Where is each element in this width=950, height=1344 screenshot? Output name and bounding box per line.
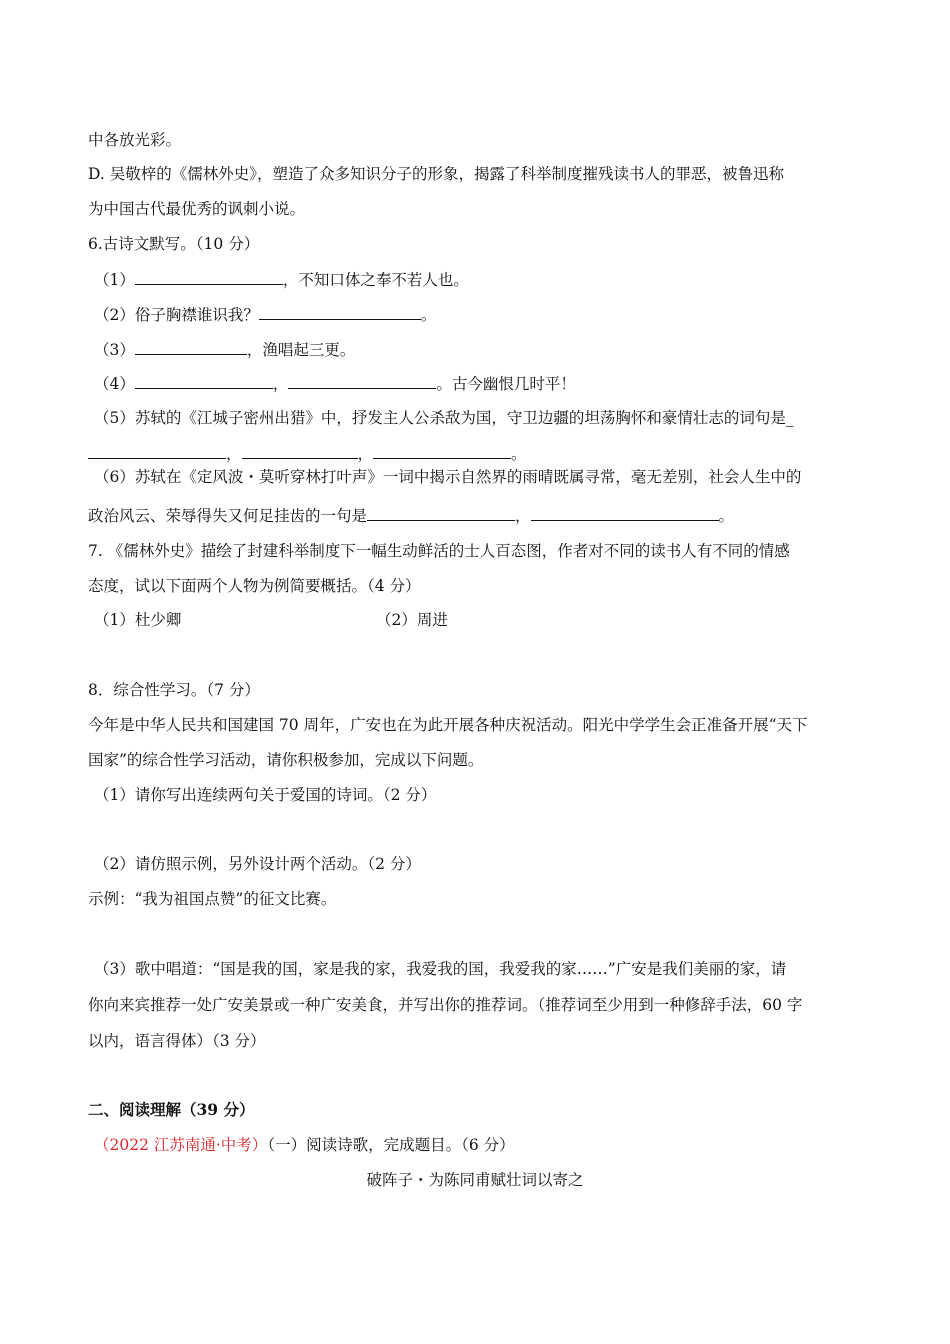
text-line: 态度，试以下面两个人物为例简要概括。（4 分） (88, 577, 421, 595)
answer-blank[interactable] (531, 505, 719, 521)
text-line: 今年是中华人民共和国建国 70 周年，广安也在为此开展各种庆祝活动。阳光中学学生会正准备开展“天下 (88, 716, 808, 734)
answer-blank[interactable] (367, 505, 515, 521)
question-6-title: 6.古诗文默写。（10 分） (88, 235, 260, 253)
punct: ， (272, 375, 289, 393)
text-line: 你向来宾推荐一处广安美景或一种广安美食，并写出你的推荐词。（推荐词至少用到一种修辞手法，60 字 (88, 996, 803, 1014)
reading-1-header (94, 1135, 515, 1155)
source-tag: （2022 江苏南通·中考） (94, 1136, 268, 1154)
punct: 。 (420, 306, 437, 324)
answer-blank[interactable] (135, 269, 283, 285)
punct: ， (226, 445, 242, 463)
prompt-text: 。古今幽恨几时平！ (436, 375, 576, 393)
option-d: D. 吴敬梓的《儒林外史》，塑造了众多知识分子的形象，揭露了科举制度摧残读书人的罪恶，被鲁迅称 (88, 165, 784, 183)
prompt-text: （2）俗子胸襟谁识我？ (94, 306, 259, 324)
answer-blank[interactable] (135, 339, 247, 355)
question-7-item-2: （2）周进 (376, 611, 448, 629)
question-6-1 (94, 269, 469, 290)
item-number: （3） (94, 341, 135, 359)
prompt-text: 政治风云、荣辱得失又何足挂齿的一句是 (88, 507, 368, 525)
section-2-heading: 二、阅读理解（39 分） (88, 1100, 255, 1119)
question-8-2: （2）请仿照示例，另外设计两个活动。（2 分） (94, 855, 421, 873)
question-8-1: （1）请你写出连续两句关于爱国的诗词。（2 分） (94, 786, 437, 804)
text-line: 中各放光彩。 (88, 131, 182, 149)
answer-blank[interactable] (259, 304, 421, 320)
item-number: （1） (94, 271, 135, 289)
punct: ， (357, 445, 374, 463)
question-6-5: （5）苏轼的《江城子密州出猎》中，抒发主人公杀敌为国，守卫边疆的坦荡胸怀和豪情壮志的词句是_ (94, 409, 794, 427)
question-6-4 (94, 373, 576, 394)
answer-blank[interactable] (373, 443, 511, 459)
question-8-title: 8．综合性学习。（7 分） (88, 681, 260, 699)
question-7: 7. 《儒林外史》描绘了封建科举制度下一幅生动鲜活的士人百态图，作者对不同的读书人有不同的情感 (88, 542, 790, 560)
text-line: 为中国古代最优秀的讽刺小说。 (88, 200, 306, 218)
answer-blank[interactable] (135, 373, 273, 389)
answer-blank[interactable] (88, 443, 226, 459)
item-number: （4） (94, 375, 135, 393)
question-7-item-1: （1）杜少卿 (94, 611, 182, 629)
question-6-2 (94, 304, 436, 325)
question-6-6: （6）苏轼在《定风波・莫听穿林打叶声》一词中揭示自然界的雨晴既属寻常，毫无差别，社会人生中的 (94, 468, 802, 486)
text-line: 国家”的综合性学习活动，请你积极参加，完成以下问题。 (88, 751, 484, 769)
example-text: 示例：“我为祖国点赞”的征文比赛。 (88, 890, 337, 908)
question-6-5-blanks (88, 443, 527, 464)
question-6-6-blanks (88, 505, 734, 526)
prompt-text: ，渔唱起三更。 (246, 341, 356, 359)
answer-blank[interactable] (288, 373, 436, 389)
answer-blank[interactable] (242, 443, 358, 459)
text-line: 以内，语言得体）（3 分） (88, 1032, 266, 1050)
prompt-text: （一）阅读诗歌，完成题目。（6 分） (267, 1136, 515, 1154)
punct: 。 (718, 507, 735, 525)
punct: 。 (511, 445, 527, 463)
punct: ， (515, 507, 531, 525)
poem-title: 破阵子・为陈同甫赋壮词以寄之 (366, 1171, 584, 1189)
prompt-text: ，不知口体之奉不若人也。 (282, 271, 469, 289)
question-8-3: （3）歌中唱道：“国是我的国，家是我的家，我爱我的国，我爱我的家……”广安是我们美丽的家，请 (94, 960, 787, 978)
question-6-3 (94, 339, 355, 360)
